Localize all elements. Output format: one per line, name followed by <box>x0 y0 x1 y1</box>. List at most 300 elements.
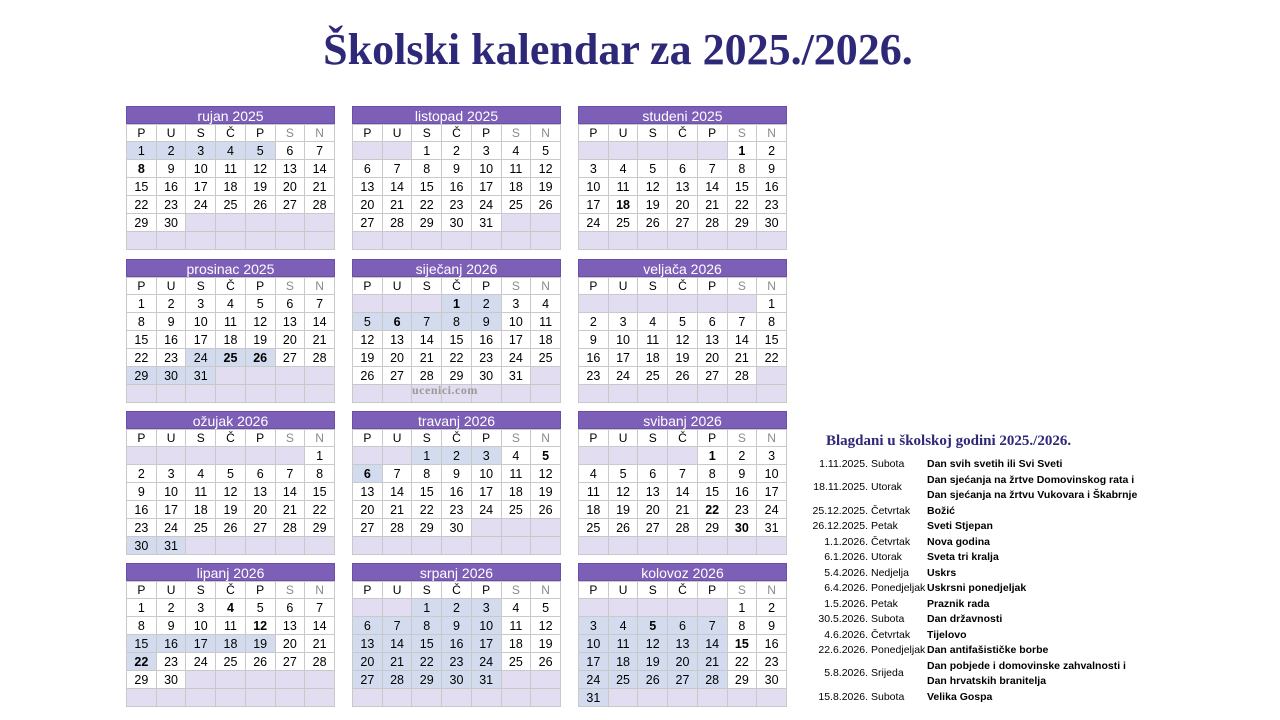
day-cell: 18 <box>501 483 531 501</box>
day-cell: 14 <box>668 483 698 501</box>
empty-cell <box>216 537 246 555</box>
holiday-row <box>806 659 1146 690</box>
day-cell: 23 <box>156 349 186 367</box>
holiday-date: 5.8.2026. <box>824 667 868 680</box>
day-cell: 7 <box>305 142 335 160</box>
day-cell: 6 <box>353 160 383 178</box>
empty-cell <box>697 599 727 617</box>
day-cell: 31 <box>579 689 609 707</box>
month-calendar <box>352 411 561 555</box>
weekday-label: N <box>305 278 335 295</box>
day-cell: 31 <box>186 367 216 385</box>
month-title: prosinac 2025 <box>126 259 335 277</box>
day-cell: 30 <box>156 671 186 689</box>
day-cell: 25 <box>216 196 246 214</box>
day-cell: 21 <box>668 501 698 519</box>
day-cell: 21 <box>382 501 412 519</box>
day-cell: 23 <box>471 349 501 367</box>
day-cell: 6 <box>353 465 383 483</box>
empty-cell <box>608 385 638 403</box>
weekday-label: S <box>501 430 531 447</box>
day-cell: 19 <box>531 178 561 196</box>
day-cell: 26 <box>638 214 668 232</box>
day-cell: 27 <box>275 196 305 214</box>
day-cell: 22 <box>442 349 472 367</box>
empty-cell <box>412 537 442 555</box>
day-cell: 19 <box>245 635 275 653</box>
day-cell: 12 <box>245 617 275 635</box>
month-calendar <box>126 106 335 250</box>
empty-cell <box>579 447 609 465</box>
day-cell: 21 <box>412 349 442 367</box>
holiday-name: Dan državnosti <box>927 613 1003 625</box>
day-cell: 5 <box>638 160 668 178</box>
day-cell: 3 <box>186 599 216 617</box>
day-cell: 24 <box>608 367 638 385</box>
day-cell: 14 <box>305 160 335 178</box>
empty-cell <box>727 385 757 403</box>
day-cell: 6 <box>275 295 305 313</box>
day-cell: 10 <box>471 465 501 483</box>
empty-cell <box>668 599 698 617</box>
holiday-row <box>806 519 1146 535</box>
day-cell: 13 <box>353 483 383 501</box>
day-cell: 13 <box>638 483 668 501</box>
weekday-label: P <box>579 582 609 599</box>
day-cell: 7 <box>697 160 727 178</box>
weekday-label: N <box>757 430 787 447</box>
holiday-weekday: Subota <box>871 613 905 625</box>
empty-cell <box>697 142 727 160</box>
day-cell: 29 <box>727 671 757 689</box>
day-cell: 25 <box>501 653 531 671</box>
day-cell: 4 <box>501 447 531 465</box>
day-cell: 4 <box>501 142 531 160</box>
weekday-label: P <box>697 278 727 295</box>
day-cell: 18 <box>608 653 638 671</box>
day-cell: 25 <box>216 653 246 671</box>
empty-cell <box>531 367 561 385</box>
empty-cell <box>668 689 698 707</box>
weekday-label: Č <box>216 430 246 447</box>
day-cell: 26 <box>531 501 561 519</box>
day-cell: 21 <box>697 653 727 671</box>
day-cell: 29 <box>127 214 157 232</box>
weekday-label: N <box>305 125 335 142</box>
day-cell: 20 <box>638 501 668 519</box>
month-title: rujan 2025 <box>126 106 335 124</box>
day-cell: 15 <box>697 483 727 501</box>
weekday-label: Č <box>668 125 698 142</box>
day-cell: 13 <box>353 178 383 196</box>
day-cell: 24 <box>186 196 216 214</box>
day-cell: 7 <box>727 313 757 331</box>
holiday-row <box>806 566 1146 582</box>
day-cell: 9 <box>442 160 472 178</box>
day-cell: 12 <box>531 160 561 178</box>
empty-cell <box>757 367 787 385</box>
day-cell: 5 <box>638 617 668 635</box>
day-cell: 23 <box>442 196 472 214</box>
day-cell: 17 <box>186 331 216 349</box>
day-cell: 12 <box>638 635 668 653</box>
day-cell: 9 <box>442 617 472 635</box>
day-cell: 8 <box>305 465 335 483</box>
empty-cell <box>275 447 305 465</box>
day-cell: 1 <box>127 295 157 313</box>
empty-cell <box>216 214 246 232</box>
day-cell: 5 <box>668 313 698 331</box>
day-cell: 21 <box>305 178 335 196</box>
month-calendar <box>352 563 561 707</box>
day-cell: 17 <box>579 196 609 214</box>
empty-cell <box>579 599 609 617</box>
holiday-weekday: Subota <box>871 690 905 703</box>
day-cell: 26 <box>608 519 638 537</box>
day-cell: 19 <box>638 653 668 671</box>
day-cell: 3 <box>471 447 501 465</box>
day-cell: 26 <box>245 349 275 367</box>
day-cell: 12 <box>353 331 383 349</box>
day-cell: 14 <box>697 178 727 196</box>
day-cell: 4 <box>501 599 531 617</box>
day-cell: 1 <box>127 142 157 160</box>
day-cell: 4 <box>186 465 216 483</box>
day-cell: 19 <box>245 331 275 349</box>
day-cell: 21 <box>275 501 305 519</box>
day-cell: 29 <box>412 214 442 232</box>
day-cell: 24 <box>186 349 216 367</box>
day-cell: 28 <box>668 519 698 537</box>
day-cell: 31 <box>156 537 186 555</box>
day-cell: 24 <box>757 501 787 519</box>
day-cell: 22 <box>127 196 157 214</box>
weekday-label: P <box>127 125 157 142</box>
day-cell: 5 <box>245 599 275 617</box>
holiday-date: 25.12.2025. <box>812 504 868 517</box>
empty-cell <box>245 671 275 689</box>
day-cell: 8 <box>127 617 157 635</box>
weekday-label: U <box>156 430 186 447</box>
day-cell: 6 <box>275 599 305 617</box>
empty-cell <box>186 537 216 555</box>
day-cell: 27 <box>353 519 383 537</box>
day-cell: 2 <box>442 142 472 160</box>
day-cell: 17 <box>471 178 501 196</box>
day-cell: 13 <box>275 617 305 635</box>
day-cell: 28 <box>697 214 727 232</box>
weekday-label: S <box>186 125 216 142</box>
empty-cell <box>531 519 561 537</box>
day-cell: 13 <box>668 178 698 196</box>
day-cell: 10 <box>186 617 216 635</box>
weekday-label: Č <box>442 582 472 599</box>
day-cell: 3 <box>186 295 216 313</box>
day-cell: 2 <box>579 313 609 331</box>
weekday-label: S <box>412 125 442 142</box>
empty-cell <box>186 671 216 689</box>
day-cell: 10 <box>471 160 501 178</box>
day-cell: 10 <box>579 635 609 653</box>
weekday-label: P <box>697 430 727 447</box>
empty-cell <box>127 689 157 707</box>
day-cell: 29 <box>727 214 757 232</box>
day-cell: 2 <box>757 599 787 617</box>
holiday-date: 6.1.2026. <box>824 551 868 563</box>
empty-cell <box>608 537 638 555</box>
weekday-label: P <box>353 582 383 599</box>
day-cell: 19 <box>245 178 275 196</box>
empty-cell <box>608 142 638 160</box>
day-cell: 9 <box>757 160 787 178</box>
empty-cell <box>382 232 412 250</box>
empty-cell <box>638 232 668 250</box>
weekday-label: P <box>353 430 383 447</box>
weekday-label: Č <box>668 582 698 599</box>
day-cell: 27 <box>275 349 305 367</box>
empty-cell <box>245 537 275 555</box>
weekday-label: P <box>127 430 157 447</box>
empty-cell <box>668 537 698 555</box>
weekday-label: Č <box>216 582 246 599</box>
day-cell: 15 <box>727 178 757 196</box>
day-cell: 2 <box>757 142 787 160</box>
empty-cell <box>727 232 757 250</box>
day-cell: 12 <box>638 178 668 196</box>
weekday-label: U <box>156 278 186 295</box>
day-cell: 1 <box>305 447 335 465</box>
weekday-label: U <box>608 430 638 447</box>
day-cell: 11 <box>501 160 531 178</box>
day-cell: 24 <box>579 671 609 689</box>
day-cell: 14 <box>382 635 412 653</box>
day-cell: 16 <box>579 349 609 367</box>
day-cell: 7 <box>275 465 305 483</box>
day-cell: 6 <box>638 465 668 483</box>
day-cell: 27 <box>245 519 275 537</box>
day-cell: 16 <box>727 483 757 501</box>
holiday-name: Božić <box>927 504 956 517</box>
weekday-label: P <box>471 278 501 295</box>
day-cell: 6 <box>697 313 727 331</box>
weekday-label: P <box>579 125 609 142</box>
empty-cell <box>216 689 246 707</box>
day-cell: 19 <box>531 635 561 653</box>
empty-cell <box>442 232 472 250</box>
holiday-weekday: Petak <box>871 597 898 610</box>
weekday-label: U <box>382 430 412 447</box>
day-cell: 4 <box>638 313 668 331</box>
day-cell: 25 <box>608 214 638 232</box>
day-cell: 16 <box>757 635 787 653</box>
day-cell: 15 <box>757 331 787 349</box>
weekday-label: S <box>501 125 531 142</box>
weekday-label: S <box>727 430 757 447</box>
empty-cell <box>275 385 305 403</box>
day-cell: 9 <box>442 465 472 483</box>
day-cell: 5 <box>245 295 275 313</box>
weekday-label: U <box>382 582 412 599</box>
holiday-weekday: Četvrtak <box>871 504 911 517</box>
empty-cell <box>353 689 383 707</box>
weekday-label: N <box>757 582 787 599</box>
day-cell: 10 <box>501 313 531 331</box>
day-cell: 26 <box>245 196 275 214</box>
day-cell: 8 <box>697 465 727 483</box>
day-cell: 22 <box>305 501 335 519</box>
day-cell: 22 <box>127 349 157 367</box>
day-cell: 12 <box>245 313 275 331</box>
day-cell: 17 <box>579 653 609 671</box>
empty-cell <box>442 689 472 707</box>
day-cell: 20 <box>668 653 698 671</box>
day-cell: 23 <box>757 653 787 671</box>
holiday-weekday: Subota <box>871 458 905 470</box>
day-cell: 28 <box>305 653 335 671</box>
day-cell: 16 <box>471 331 501 349</box>
day-cell: 20 <box>275 178 305 196</box>
month-calendar <box>126 411 335 555</box>
month-title: veljača 2026 <box>578 259 787 277</box>
holiday-weekday: Četvrtak <box>871 628 911 641</box>
month-title: siječanj 2026 <box>352 259 561 277</box>
empty-cell <box>579 142 609 160</box>
day-cell: 15 <box>305 483 335 501</box>
weekday-label: S <box>727 582 757 599</box>
empty-cell <box>382 385 412 403</box>
empty-cell <box>757 689 787 707</box>
day-cell: 12 <box>668 331 698 349</box>
empty-cell <box>579 385 609 403</box>
weekday-label: S <box>186 430 216 447</box>
day-cell: 8 <box>442 313 472 331</box>
empty-cell <box>638 142 668 160</box>
day-cell: 18 <box>501 635 531 653</box>
day-cell: 5 <box>245 142 275 160</box>
empty-cell <box>305 671 335 689</box>
empty-cell <box>757 385 787 403</box>
day-cell: 3 <box>501 295 531 313</box>
day-cell: 6 <box>275 142 305 160</box>
day-cell: 21 <box>382 653 412 671</box>
month-calendar <box>126 259 335 403</box>
empty-cell <box>501 385 531 403</box>
day-cell: 13 <box>275 160 305 178</box>
day-cell: 30 <box>727 519 757 537</box>
day-cell: 30 <box>757 671 787 689</box>
day-cell: 21 <box>382 196 412 214</box>
day-cell: 29 <box>127 367 157 385</box>
day-cell: 23 <box>127 519 157 537</box>
weekday-label: P <box>127 582 157 599</box>
day-cell: 5 <box>608 465 638 483</box>
day-cell: 24 <box>579 214 609 232</box>
holiday-weekday: Nedjelja <box>871 566 909 579</box>
day-cell: 20 <box>245 501 275 519</box>
empty-cell <box>727 689 757 707</box>
day-cell: 8 <box>757 313 787 331</box>
day-cell: 8 <box>727 160 757 178</box>
day-cell: 17 <box>156 501 186 519</box>
holiday-row <box>806 535 1146 551</box>
empty-cell <box>216 385 246 403</box>
day-cell: 4 <box>216 295 246 313</box>
day-cell: 23 <box>156 653 186 671</box>
day-cell: 15 <box>442 331 472 349</box>
holiday-weekday: Srijeda <box>871 667 904 680</box>
weekday-label: S <box>186 582 216 599</box>
holiday-date: 1.1.2026. <box>824 535 868 548</box>
day-cell: 28 <box>305 196 335 214</box>
empty-cell <box>697 232 727 250</box>
empty-cell <box>382 447 412 465</box>
empty-cell <box>638 295 668 313</box>
weekday-label: N <box>305 582 335 599</box>
day-cell: 22 <box>727 196 757 214</box>
holiday-name: Dan antifašističke borbe <box>927 644 1049 656</box>
weekday-label: Č <box>668 430 698 447</box>
day-cell: 26 <box>531 653 561 671</box>
weekday-label: S <box>186 278 216 295</box>
day-cell: 29 <box>305 519 335 537</box>
month-title: listopad 2025 <box>352 106 561 124</box>
day-cell: 20 <box>275 635 305 653</box>
day-cell: 14 <box>697 635 727 653</box>
weekday-label: P <box>245 278 275 295</box>
day-cell: 9 <box>156 617 186 635</box>
month-title: lipanj 2026 <box>126 563 335 581</box>
day-cell: 15 <box>127 178 157 196</box>
weekday-label: P <box>697 582 727 599</box>
empty-cell <box>412 295 442 313</box>
weekday-label: N <box>757 278 787 295</box>
holiday-row <box>806 581 1146 597</box>
day-cell: 21 <box>727 349 757 367</box>
holiday-name: Sveti Stjepan <box>927 520 993 532</box>
weekday-label: N <box>757 125 787 142</box>
day-cell: 27 <box>668 671 698 689</box>
weekday-label: U <box>608 278 638 295</box>
day-cell: 30 <box>156 367 186 385</box>
day-cell: 25 <box>501 196 531 214</box>
holiday-row <box>806 504 1146 520</box>
day-cell: 15 <box>412 635 442 653</box>
day-cell: 29 <box>412 671 442 689</box>
day-cell: 5 <box>353 313 383 331</box>
empty-cell <box>245 367 275 385</box>
day-cell: 30 <box>471 367 501 385</box>
empty-cell <box>668 295 698 313</box>
day-cell: 21 <box>697 196 727 214</box>
day-cell: 25 <box>608 671 638 689</box>
day-cell: 7 <box>382 465 412 483</box>
empty-cell <box>727 537 757 555</box>
day-cell: 1 <box>442 295 472 313</box>
day-cell: 28 <box>412 367 442 385</box>
holiday-name: Dan svih svetih ili Svi Sveti <box>927 458 1063 470</box>
empty-cell <box>697 689 727 707</box>
empty-cell <box>245 385 275 403</box>
day-cell: 17 <box>608 349 638 367</box>
empty-cell <box>757 232 787 250</box>
empty-cell <box>275 689 305 707</box>
empty-cell <box>186 232 216 250</box>
empty-cell <box>275 537 305 555</box>
day-cell: 11 <box>216 313 246 331</box>
holiday-weekday: Ponedjeljak <box>871 644 926 656</box>
day-cell: 10 <box>186 313 216 331</box>
holiday-row <box>806 457 1146 473</box>
